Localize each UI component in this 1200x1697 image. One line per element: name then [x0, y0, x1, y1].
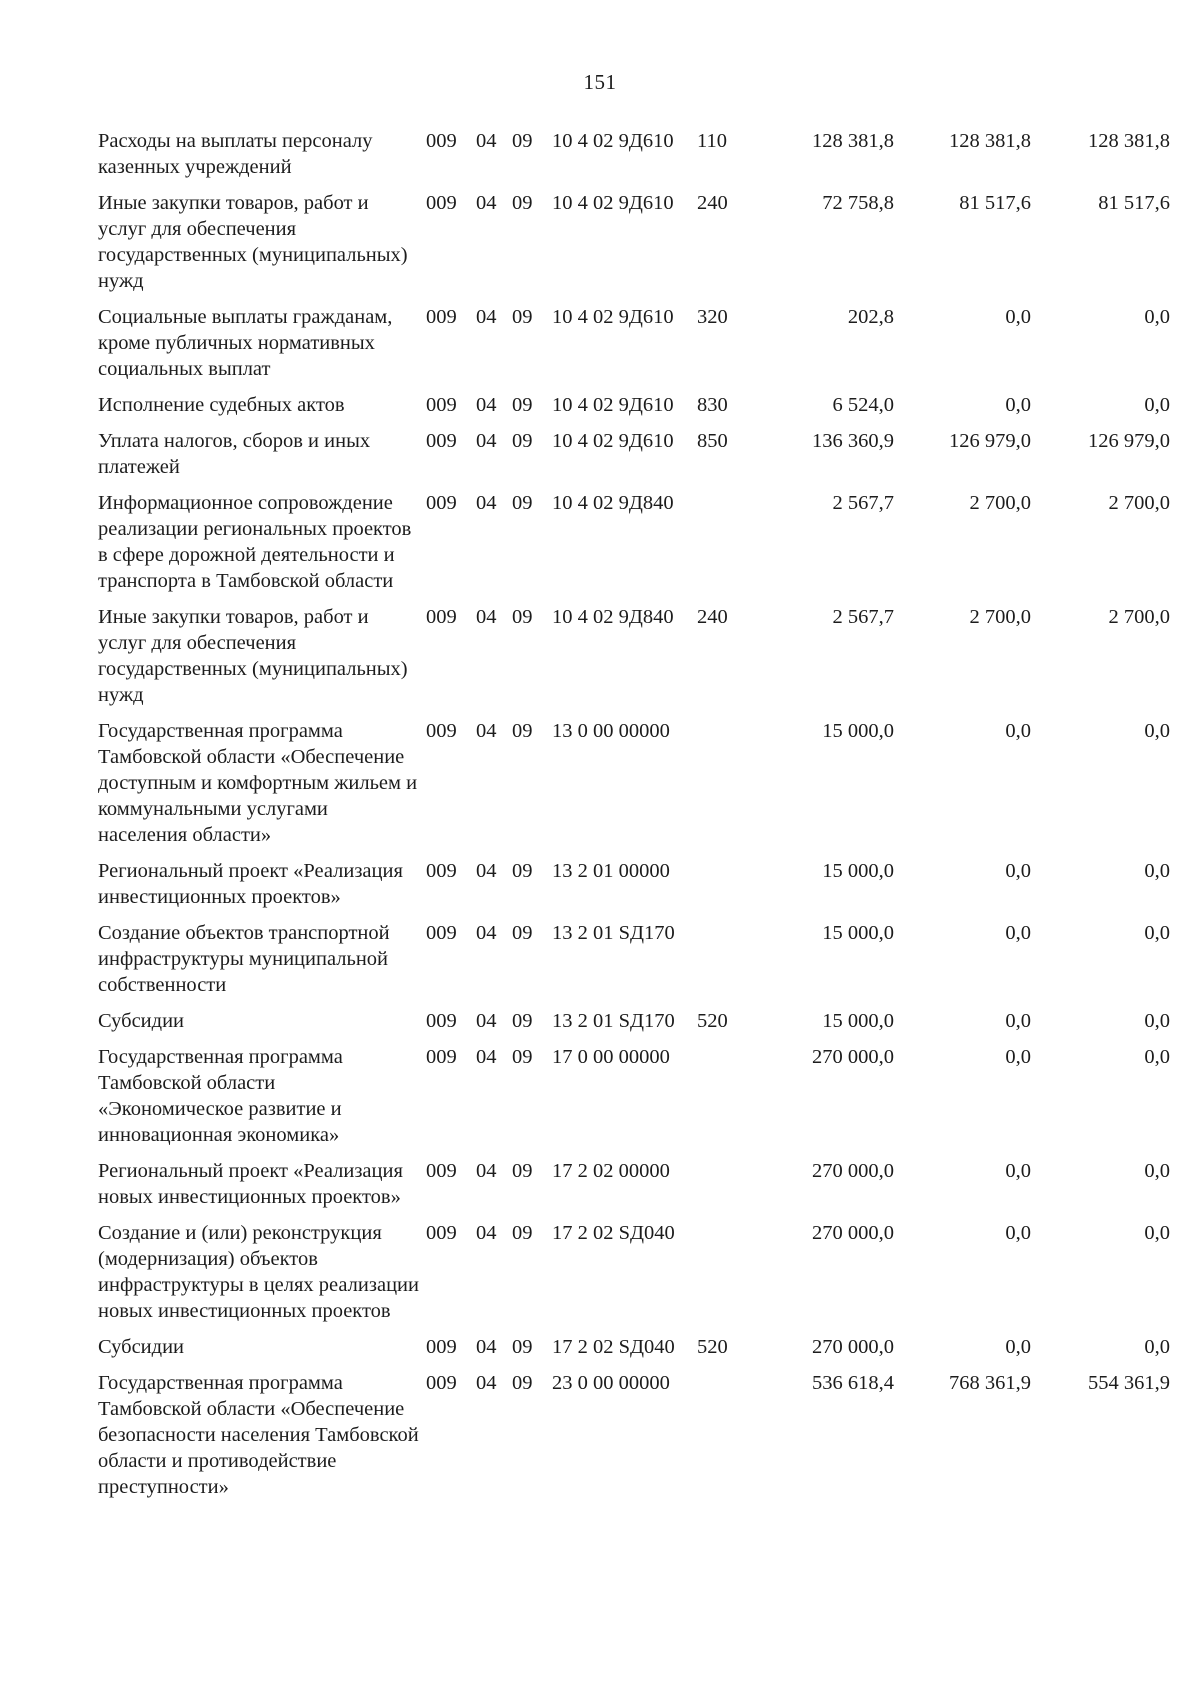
amount-year1-cell: 6 524,0: [832, 394, 894, 416]
grbs-code-cell: 009: [426, 922, 457, 944]
table-row: [98, 490, 1170, 604]
amount-year1-cell: 270 000,0: [812, 1160, 894, 1182]
expense-type-cell: [697, 1370, 762, 1510]
amount-year3-cell: 0,0: [1144, 922, 1170, 944]
target-article-cell: 17 0 00 00000: [552, 1046, 670, 1068]
target-article-cell: 13 0 00 00000: [552, 720, 670, 742]
table-row: [98, 1370, 1170, 1510]
grbs-code-cell: 009: [426, 394, 457, 416]
expense-type-cell: [697, 1044, 762, 1158]
expense-type-cell: [697, 1158, 762, 1220]
row-name-cell: Уплата налогов, сборов и иных платежей: [98, 430, 371, 478]
amount-year2-cell: 0,0: [1005, 1160, 1031, 1182]
target-article-cell: 13 2 01 SД170: [552, 922, 675, 944]
subsection-code-cell: 09: [512, 430, 533, 452]
expense-type-cell: 320: [697, 306, 728, 328]
amount-year2-cell: 126 979,0: [949, 430, 1031, 452]
table-row: [98, 1044, 1170, 1158]
target-article-cell: 10 4 02 9Д610: [552, 394, 674, 416]
table-row: [98, 718, 1170, 858]
amount-year1-cell: 270 000,0: [812, 1222, 894, 1244]
subsection-code-cell: 09: [512, 1336, 533, 1358]
amount-year2-cell: 0,0: [1005, 1222, 1031, 1244]
expense-type-cell: 110: [697, 130, 727, 152]
amount-year3-cell: 0,0: [1144, 1010, 1170, 1032]
grbs-code-cell: 009: [426, 192, 457, 214]
table-row: [98, 920, 1170, 1008]
section-code-cell: 04: [476, 1046, 497, 1068]
grbs-code-cell: 009: [426, 606, 457, 628]
section-code-cell: 04: [476, 720, 497, 742]
amount-year1-cell: 270 000,0: [812, 1336, 894, 1358]
row-name-cell: Создание объектов транспортной инфраструктуры муниципальной собственности: [98, 922, 390, 996]
amount-year3-cell: 2 700,0: [1108, 606, 1170, 628]
amount-year3-cell: 0,0: [1144, 1222, 1170, 1244]
subsection-code-cell: 09: [512, 1222, 533, 1244]
target-article-cell: 13 2 01 SД170: [552, 1010, 675, 1032]
amount-year3-cell: 0,0: [1144, 1160, 1170, 1182]
table-row: [98, 1220, 1170, 1334]
amount-year1-cell: 202,8: [847, 306, 894, 328]
table-row: [98, 190, 1170, 304]
grbs-code-cell: 009: [426, 1010, 457, 1032]
amount-year3-cell: 554 361,9: [1088, 1372, 1170, 1394]
subsection-code-cell: 09: [512, 192, 533, 214]
target-article-cell: 10 4 02 9Д610: [552, 430, 674, 452]
section-code-cell: 04: [476, 606, 497, 628]
grbs-code-cell: 009: [426, 1160, 457, 1182]
amount-year3-cell: 0,0: [1144, 720, 1170, 742]
expense-type-cell: 850: [697, 430, 728, 452]
amount-year2-cell: 2 700,0: [969, 492, 1031, 514]
row-name-cell: Иные закупки товаров, работ и услуг для обеспечения государственных (муниципальных) нужд: [98, 606, 408, 706]
budget-table: [98, 128, 1170, 1510]
amount-year3-cell: 0,0: [1144, 1046, 1170, 1068]
section-code-cell: 04: [476, 1222, 497, 1244]
amount-year2-cell: 2 700,0: [969, 606, 1031, 628]
amount-year2-cell: 768 361,9: [949, 1372, 1031, 1394]
table-row: [98, 858, 1170, 920]
grbs-code-cell: 009: [426, 1046, 457, 1068]
grbs-code-cell: 009: [426, 430, 457, 452]
target-article-cell: 10 4 02 9Д840: [552, 606, 674, 628]
target-article-cell: 17 2 02 SД040: [552, 1336, 675, 1358]
amount-year1-cell: 15 000,0: [822, 1010, 894, 1032]
expense-type-cell: 830: [697, 394, 728, 416]
amount-year1-cell: 15 000,0: [822, 720, 894, 742]
amount-year2-cell: 0,0: [1005, 306, 1031, 328]
expense-type-cell: 520: [697, 1010, 728, 1032]
section-code-cell: 04: [476, 130, 497, 152]
subsection-code-cell: 09: [512, 306, 533, 328]
grbs-code-cell: 009: [426, 130, 457, 152]
amount-year2-cell: 0,0: [1005, 1336, 1031, 1358]
subsection-code-cell: 09: [512, 130, 533, 152]
section-code-cell: 04: [476, 394, 497, 416]
amount-year1-cell: 270 000,0: [812, 1046, 894, 1068]
grbs-code-cell: 009: [426, 1372, 457, 1394]
row-name-cell: Расходы на выплаты персоналу казенных учреждений: [98, 130, 373, 178]
amount-year2-cell: 0,0: [1005, 394, 1031, 416]
amount-year1-cell: 15 000,0: [822, 860, 894, 882]
amount-year2-cell: 0,0: [1005, 1010, 1031, 1032]
grbs-code-cell: 009: [426, 720, 457, 742]
target-article-cell: 10 4 02 9Д610: [552, 192, 674, 214]
expense-type-cell: [697, 718, 762, 858]
row-name-cell: Субсидии: [98, 1336, 185, 1358]
subsection-code-cell: 09: [512, 922, 533, 944]
amount-year3-cell: 0,0: [1144, 1336, 1170, 1358]
row-name-cell: Государственная программа Тамбовской области «Обеспечение доступным и комфортным жильем и коммунальными услугами населения области»: [98, 720, 418, 846]
amount-year1-cell: 536 618,4: [812, 1372, 894, 1394]
row-name-cell: Государственная программа Тамбовской области «Обеспечение безопасности населения Тамбовской области и противодействие преступности»: [98, 1372, 419, 1498]
amount-year1-cell: 72 758,8: [822, 192, 894, 214]
amount-year2-cell: 81 517,6: [959, 192, 1031, 214]
subsection-code-cell: 09: [512, 1010, 533, 1032]
subsection-code-cell: 09: [512, 1372, 533, 1394]
grbs-code-cell: 009: [426, 492, 457, 514]
table-row: [98, 304, 1170, 392]
page-number: 151: [583, 70, 617, 94]
grbs-code-cell: 009: [426, 1336, 457, 1358]
subsection-code-cell: 09: [512, 1160, 533, 1182]
target-article-cell: 10 4 02 9Д840: [552, 492, 674, 514]
row-name-cell: Региональный проект «Реализация инвестиционных проектов»: [98, 860, 403, 908]
section-code-cell: 04: [476, 1010, 497, 1032]
row-name-cell: Субсидии: [98, 1010, 185, 1032]
section-code-cell: 04: [476, 922, 497, 944]
row-name-cell: Социальные выплаты гражданам, кроме публичных нормативных социальных выплат: [98, 306, 393, 380]
target-article-cell: 23 0 00 00000: [552, 1372, 670, 1394]
subsection-code-cell: 09: [512, 720, 533, 742]
amount-year3-cell: 0,0: [1144, 860, 1170, 882]
amount-year1-cell: 136 360,9: [812, 430, 894, 452]
section-code-cell: 04: [476, 1372, 497, 1394]
target-article-cell: 17 2 02 00000: [552, 1160, 670, 1182]
grbs-code-cell: 009: [426, 1222, 457, 1244]
subsection-code-cell: 09: [512, 492, 533, 514]
section-code-cell: 04: [476, 860, 497, 882]
section-code-cell: 04: [476, 1336, 497, 1358]
section-code-cell: 04: [476, 492, 497, 514]
amount-year1-cell: 15 000,0: [822, 922, 894, 944]
expense-type-cell: [697, 920, 762, 1008]
amount-year3-cell: 81 517,6: [1098, 192, 1170, 214]
expense-type-cell: [697, 858, 762, 920]
grbs-code-cell: 009: [426, 860, 457, 882]
target-article-cell: 17 2 02 SД040: [552, 1222, 675, 1244]
table-row: [98, 392, 1170, 428]
subsection-code-cell: 09: [512, 860, 533, 882]
table-row: [98, 1008, 1170, 1044]
expense-type-cell: 240: [697, 606, 728, 628]
amount-year3-cell: 2 700,0: [1108, 492, 1170, 514]
amount-year2-cell: 128 381,8: [949, 130, 1031, 152]
amount-year1-cell: 2 567,7: [832, 492, 894, 514]
row-name-cell: Исполнение судебных актов: [98, 394, 345, 416]
subsection-code-cell: 09: [512, 1046, 533, 1068]
grbs-code-cell: 009: [426, 306, 457, 328]
table-row: [98, 604, 1170, 718]
table-row: [98, 1158, 1170, 1220]
row-name-cell: Региональный проект «Реализация новых инвестиционных проектов»: [98, 1160, 403, 1208]
row-name-cell: Информационное сопровождение реализации региональных проектов в сфере дорожной деятельности и транспорта в Тамбовской области: [98, 492, 412, 592]
table-row: [98, 428, 1170, 490]
amount-year1-cell: 128 381,8: [812, 130, 894, 152]
amount-year2-cell: 0,0: [1005, 1046, 1031, 1068]
target-article-cell: 13 2 01 00000: [552, 860, 670, 882]
subsection-code-cell: 09: [512, 606, 533, 628]
amount-year3-cell: 128 381,8: [1088, 130, 1170, 152]
row-name-cell: Государственная программа Тамбовской области «Экономическое развитие и инновационная экономика»: [98, 1046, 343, 1146]
expense-type-cell: [697, 490, 762, 604]
subsection-code-cell: 09: [512, 394, 533, 416]
amount-year3-cell: 0,0: [1144, 394, 1170, 416]
target-article-cell: 10 4 02 9Д610: [552, 130, 674, 152]
section-code-cell: 04: [476, 1160, 497, 1182]
table-row: [98, 1334, 1170, 1370]
amount-year2-cell: 0,0: [1005, 860, 1031, 882]
row-name-cell: Создание и (или) реконструкция (модернизация) объектов инфраструктуры в целях реализации новых инвестиционных проектов: [98, 1222, 419, 1322]
expense-type-cell: 240: [697, 192, 728, 214]
amount-year1-cell: 2 567,7: [832, 606, 894, 628]
expense-type-cell: [697, 1220, 762, 1334]
amount-year3-cell: 0,0: [1144, 306, 1170, 328]
amount-year2-cell: 0,0: [1005, 720, 1031, 742]
section-code-cell: 04: [476, 306, 497, 328]
section-code-cell: 04: [476, 430, 497, 452]
expense-type-cell: 520: [697, 1336, 728, 1358]
table-row: [98, 128, 1170, 190]
target-article-cell: 10 4 02 9Д610: [552, 306, 674, 328]
amount-year2-cell: 0,0: [1005, 922, 1031, 944]
row-name-cell: Иные закупки товаров, работ и услуг для обеспечения государственных (муниципальных) нужд: [98, 192, 408, 292]
section-code-cell: 04: [476, 192, 497, 214]
amount-year3-cell: 126 979,0: [1088, 430, 1170, 452]
